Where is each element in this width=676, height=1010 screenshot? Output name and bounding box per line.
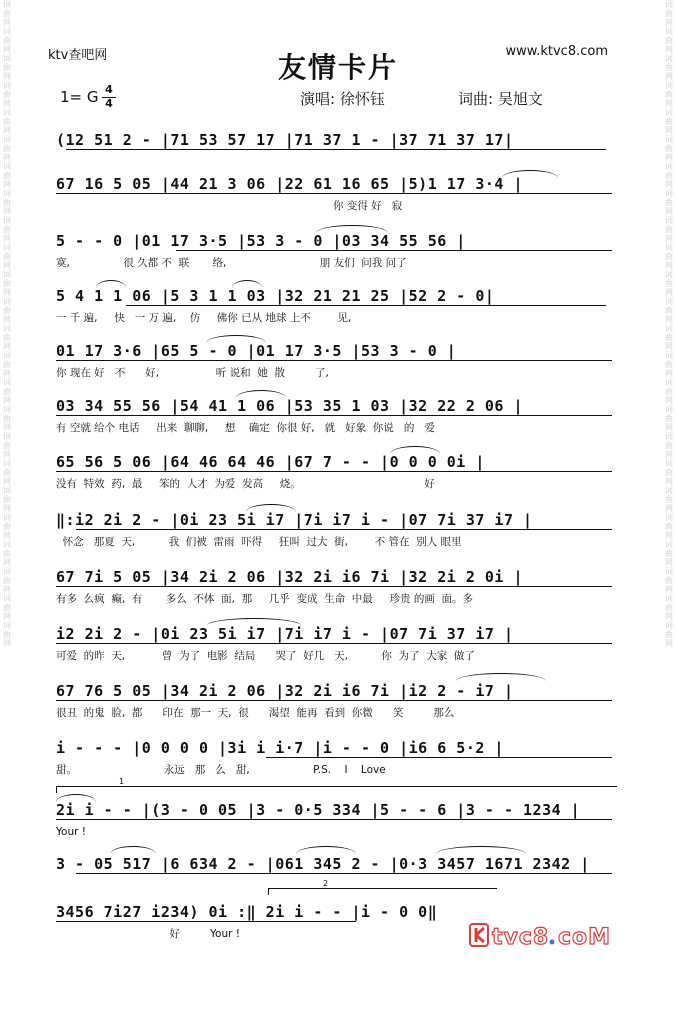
beam-line bbox=[56, 921, 356, 922]
beam-line bbox=[266, 757, 612, 758]
slur-mark bbox=[390, 446, 440, 454]
volta-bracket-1: 1 bbox=[56, 786, 617, 793]
beam-line bbox=[56, 415, 612, 416]
svg-text:tvc8: tvc8 bbox=[492, 925, 550, 950]
notation-line: 3 - 05 517 |6 634 2 - |061 345 2 - |0·3 3457 1671 2342 | bbox=[56, 855, 590, 873]
slur-mark bbox=[456, 673, 546, 681]
time-signature-top: 4 bbox=[105, 83, 113, 96]
beam-line bbox=[56, 360, 612, 361]
lyric-line bbox=[56, 154, 616, 170]
beam-line bbox=[126, 305, 606, 306]
lyric-line: 好 Your ! bbox=[56, 928, 240, 940]
slur-mark bbox=[96, 280, 126, 288]
lyric-line: 寞, 很 久都 不 联 络, 朋 友们 问我 问了 bbox=[56, 257, 407, 269]
beam-line bbox=[176, 250, 612, 251]
site-url: www.ktvc8.com bbox=[505, 44, 608, 59]
notation-line: 5 4 1 1 06 |5 3 1 1 03 |32 21 21 25 |52 2 - 0| bbox=[56, 287, 495, 305]
lyric-line: 很丑 的鬼 脸, 都 印在 那一 天, 很 渴望 能再 看到 你微 笑 那么 bbox=[56, 707, 455, 719]
notation-line: 5 - - 0 |01 17 3·5 |53 3 - 0 |03 34 55 56 | bbox=[56, 232, 466, 250]
slur-mark bbox=[206, 335, 266, 343]
lyric-line: 你 变得 好 寂 bbox=[56, 200, 403, 212]
volta-bracket-2: 2 bbox=[268, 888, 497, 895]
notation-line: 67 16 5 05 |44 21 3 06 |22 61 16 65 |5)1 17 3·4 | bbox=[56, 175, 524, 193]
slur-mark bbox=[246, 504, 296, 512]
beam-line bbox=[56, 471, 612, 472]
song-title: 友情卡片 bbox=[277, 51, 398, 84]
slur-mark bbox=[236, 390, 286, 398]
slur-mark bbox=[110, 846, 156, 854]
singer-credit: 演唱: 徐怀钰 bbox=[300, 90, 385, 108]
key-signature: 1= G bbox=[60, 88, 99, 106]
beam-line bbox=[66, 149, 606, 150]
beam-line bbox=[76, 529, 612, 530]
notation-line: 01 17 3·6 |65 5 - 0 |01 17 3·5 |53 3 - 0 | bbox=[56, 342, 457, 360]
slur-mark bbox=[316, 225, 388, 233]
beam-line bbox=[56, 819, 612, 820]
lyric-line: 没有 特效 药, 最 笨的 人才 为爱 发高 烧。 好 bbox=[56, 478, 435, 490]
notation-line: 2i i - - |(3 - 0 05 |3 - 0·5 334 |5 - - 6 |3 - - 1234 | bbox=[56, 801, 581, 819]
side-watermark-left: 词曲网词曲网词曲网词曲网词曲网词曲网词曲网词曲网词曲网词曲网词曲网词曲网词曲网词曲网词曲网词曲网词曲网词曲网词曲网词曲网词曲网词曲网词曲网词曲网 bbox=[3, 0, 11, 648]
slur-mark bbox=[436, 846, 526, 854]
lyric-line: 可爱 的昨 天, 曾 为了 电影 结局 哭了 好几 天, 你 为了 大家 做了 bbox=[56, 650, 475, 662]
beam-line bbox=[56, 193, 612, 194]
time-signature-bottom: 4 bbox=[102, 97, 116, 109]
lyric-line: 怀念 那夏 天, 我 们被 雷雨 吓得 狂叫 过大 街, 不 管在 别人 眼里 bbox=[56, 536, 462, 548]
lyric-line: 有 空就 给个 电话 出来 聊聊, 想 确定 你很 好, 就 好象 你说 的 爱 bbox=[56, 422, 435, 434]
notation-line: i2 2i 2 - |0i 23 5i i7 |7i i7 i - |07 7i 37 i7 | bbox=[56, 625, 514, 643]
notation-line: 65 56 5 06 |64 46 64 46 |67 7 - - |0 0 0 0i | bbox=[56, 453, 485, 471]
notation-line: 67 7i 5 05 |34 2i 2 06 |32 2i i6 7i |32 2i 2 0i | bbox=[56, 568, 524, 586]
notation-line: ‖:i2 2i 2 - |0i 23 5i i7 |7i i7 i - |07 7i 37 i7 | bbox=[56, 511, 533, 529]
notation-line: i - - - |0 0 0 0 |3i i i·7 |i - - 0 |i6 6 5·2 | bbox=[56, 739, 504, 757]
notation-line: 3456 7i27 i234) 0i :‖ 2i i - - |i - 0 0‖ bbox=[56, 903, 438, 921]
slur-mark bbox=[56, 794, 96, 802]
side-watermark-right: 词曲网词曲网词曲网词曲网词曲网词曲网词曲网词曲网词曲网词曲网词曲网词曲网词曲网词曲网词曲网词曲网词曲网词曲网词曲网词曲网词曲网词曲网词曲网词曲网 bbox=[665, 0, 673, 648]
slur-mark bbox=[206, 618, 302, 626]
site-name: ktv查吧网 bbox=[48, 48, 108, 63]
notation-line: 03 34 55 56 |54 41 1 06 |53 35 1 03 |32 22 2 06 | bbox=[56, 397, 524, 415]
beam-line bbox=[76, 873, 612, 874]
site-logo-graphic bbox=[468, 920, 618, 950]
lyric-line: Your ! bbox=[56, 826, 86, 838]
beam-line bbox=[56, 700, 612, 701]
lyric-line: 你 现在 好 不 好, 听 说和 她 散 了, bbox=[56, 367, 329, 379]
notation-line: 67 76 5 05 |34 2i 2 06 |32 2i i6 7i |i2 2 - i7 | bbox=[56, 682, 514, 700]
lyric-line: 一 千 遍, 快 一 万 遍, 仿 佛你 已从 地球 上不 见, bbox=[56, 312, 352, 324]
site-logo bbox=[468, 920, 618, 957]
lyric-line: 甜。 永远 那 么 甜, P.S. I Love bbox=[56, 764, 386, 776]
beam-line bbox=[56, 643, 612, 644]
svg-text:coM: coM bbox=[558, 925, 612, 950]
slur-mark bbox=[296, 846, 356, 854]
composer-credit: 词曲: 吴旭文 bbox=[458, 90, 543, 108]
lyric-line: 有多 么疯 癫, 有 多么 不体 面, 那 几乎 变成 生命 中最 珍贵 的画 面。多 bbox=[56, 593, 474, 605]
beam-line bbox=[56, 586, 612, 587]
notation-line: (12 51 2 - |71 53 57 17 |71 37 1 - |37 71 37 17| bbox=[56, 131, 514, 149]
slur-mark bbox=[232, 280, 262, 288]
